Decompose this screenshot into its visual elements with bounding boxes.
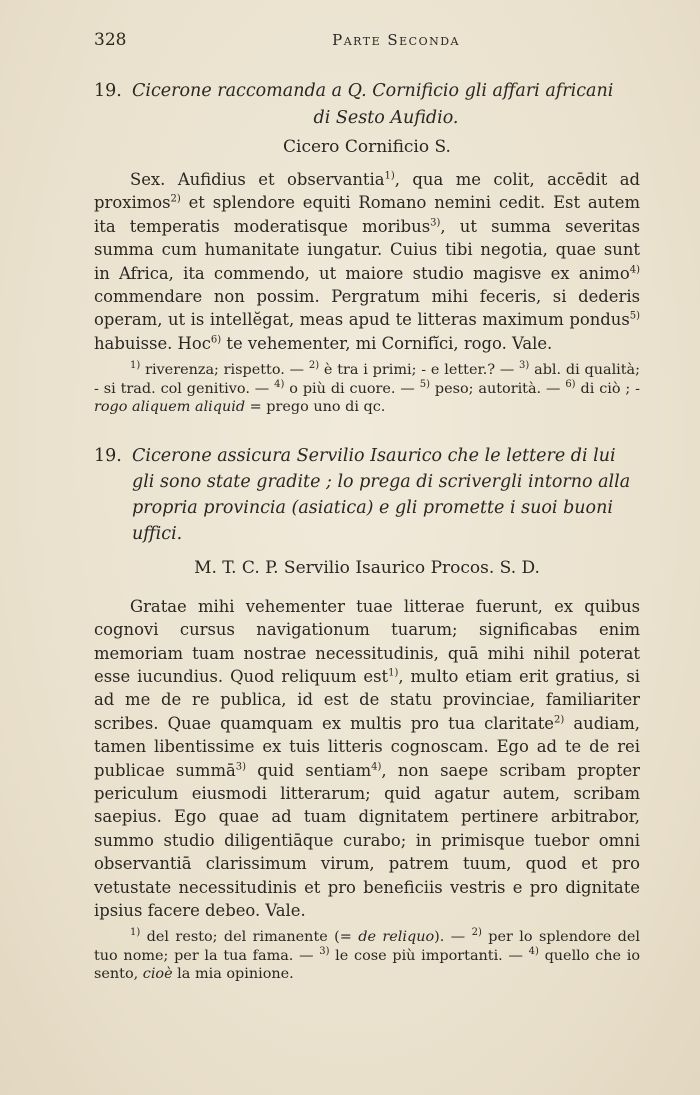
footnote-ref: 4) <box>629 264 640 276</box>
letter-2-number: 19. <box>94 445 122 466</box>
letter-1-title-line1: Cicerone raccomanda a Q. Cornificio gli affari africani <box>132 81 614 101</box>
footnote-ref: 4) <box>274 378 285 390</box>
footnote-ref: 2) <box>308 360 320 372</box>
footnote-ref: 2) <box>471 927 482 939</box>
letter-1-footnotes: $^{1)}$ riverenza; rispetto. — $^{2)}$ è tra i primi; - e letter.? — $^{3)}$ abl. di qualità; - si trad. col genitivo. — $^{4)}$ o più di cuore. — $^{5)}$ peso; autorità. — $^{6)}$ di ciò ; - rogo aliquem aliquid = prego uno di qc. <box>94 360 641 416</box>
footnote-ref: 1) <box>130 927 141 939</box>
letter-2-title-text: Cicerone assicura Servilio Isaurico che le lettere di lui gli sono state gradite ; lo prega di scrivergli intorno alla propria provincia (asiatica) e gli promette i suoi buoni uffici. <box>132 445 631 544</box>
footnote-ref: 2) <box>170 193 181 205</box>
footnote-ref: 1) <box>388 667 399 679</box>
footnote-ref: 3) <box>235 761 247 773</box>
letter-1-number: 19. <box>94 81 122 101</box>
letter-1-salutation: Cicero Cornificio S. <box>283 137 451 157</box>
italic-text: cioè <box>142 966 173 983</box>
footnote-ref: 3) <box>430 217 441 229</box>
page-number: 328 <box>94 30 127 50</box>
footnote-ref: 3) <box>319 946 330 958</box>
footnote-ref: 6) <box>210 334 222 346</box>
letter-2-footnotes: $^{1)}$ del resto; del rimanente (= de reliquo). — $^{2)}$ per lo splendore del tuo nome; per la tua fama. — $^{3)}$ le cose più importanti. — $^{4)}$ quello che io sento, cioè la mia opinione. <box>94 927 640 983</box>
footnote-ref: 1) <box>130 360 141 372</box>
footnote-ref: 6) <box>565 378 576 390</box>
footnote-ref: 1) <box>384 170 395 182</box>
page-header <box>94 30 640 58</box>
italic-text: de reliquo <box>358 929 435 946</box>
letter-2-body: Gratae mihi vehementer tuae litterae fuerunt, ex quibus cognovi cursus navigationum tuarum; significabas enim memoriam tuam nostrae necessitudinis, quā mihi nihil poterat esse iucundius. Quod reliquum est$^{1)}$, multo etiam erit gratius, si ad me de re publica, id est de statu provinciae, familiariter scribes. Quae quamquam ex multis pro tua claritate$^{2)}$ audiam, tamen libentissime ex tuis litteris cognoscam. Ego ad te de rei publicae summā$^{3)}$ quid sentiam$^{4)}$, non saepe scribam propter periculum eiusmodi litterarum; quid agatur autem, scribam saepius. Ego quae ad tuam dignitatem pertinere arbitrabor, summo studio diligentiāque curabo; in primisque tuebor omni observantiā clarissimum virum, patrem tuum, quod et pro vetustate necessitudinis et pro beneficiis vestris e pro dignitate ipsius facere debeo. Vale. <box>94 596 640 921</box>
footnote-ref: 4) <box>528 946 539 958</box>
footnote-ref: 2) <box>554 714 565 726</box>
running-head: Parte Seconda <box>332 31 460 49</box>
footnote-ref: 3) <box>519 360 530 372</box>
footnote-ref: 5) <box>419 378 430 390</box>
letter-2-title <box>94 443 640 547</box>
letter-1-title <box>94 78 640 132</box>
italic-text: rogo aliquem aliquid <box>94 399 246 416</box>
letter-2-salutation: M. T. C. P. Servilio Isaurico Procos. S. D. <box>194 557 540 578</box>
letter-1-title-line2: di Sesto Aufidio. <box>313 108 459 128</box>
footnote-ref: 4) <box>371 761 382 773</box>
letter-1-body: Sex. Aufidius et observantia$^{1)}$, qua me colit, accēdit ad proximos$^{2)}$ et splendore equiti Romano nemini cedit. Est autem ita temperatis moderatisque moribus$^{3)}$, ut summa severitas summa cum humanitate iungatur. Cuius tibi negotia, quae sunt in Africa, ita commendo, ut maiore studio magisve ex animo$^{4)}$ commendare non possim. Pergratum mihi feceris, si dederis operam, ut is intellĕgat, meas apud te litteras maximum pondus$^{5)}$ habuisse. Hoc$^{6)}$ te vehementer, mi Cornifĭci, rogo. Vale. <box>94 170 640 353</box>
footnote-ref: 5) <box>629 310 640 322</box>
